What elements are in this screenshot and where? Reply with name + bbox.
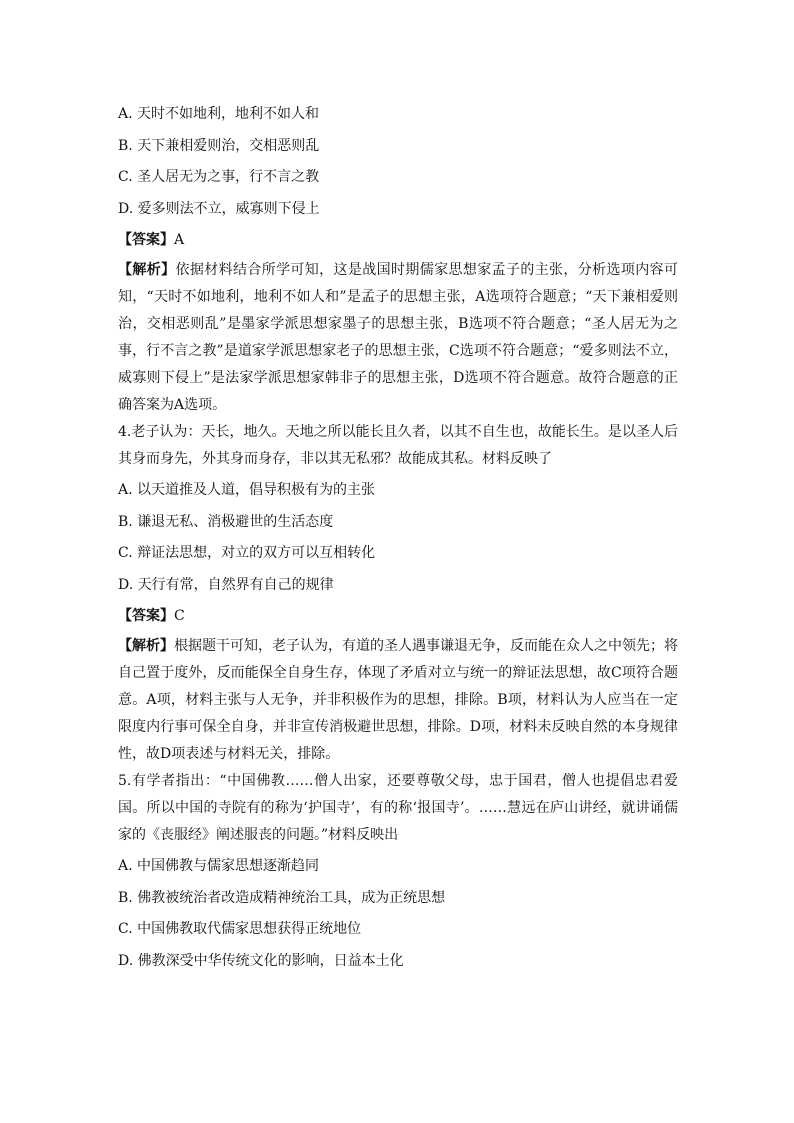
option-a: A. 天时不如地利，地利不如人和: [118, 106, 320, 122]
option-d: D. 天行有常，自然界有自己的规律: [118, 576, 334, 593]
option-a: A. 中国佛教与儒家思想逐渐趋同: [118, 858, 320, 874]
analysis-text: 根据题干可知，老子认为，有道的圣人遇事谦退无争，反而能在众人之中领先；将自己置于度外，反而能保全自身生存，体现了矛盾对立与统一的辩证法思想，故C项符合题意。A项，材料主张与人无争，并非积极作为的思想，排除。B项，材料认为人应当在一定限度内行事可保全自身，并非宣传消极避世思想，排除。D项，材料未反映自然的本身规律性，故D项表述与材料无关，排除。: [118, 638, 678, 762]
question-3-options: [118, 100, 678, 226]
exam-page: [118, 100, 678, 978]
option-b: B. 天下兼相爱则治，交相恶则乱: [118, 137, 320, 154]
option-c: C. 辩证法思想，对立的双方可以互相转化: [118, 545, 376, 561]
analysis-paragraph: [118, 257, 678, 419]
option-a: A. 以天道推及人道，倡导积极有为的主张: [118, 482, 376, 498]
answer-value: C: [174, 608, 185, 624]
answer-tag: 【答案】: [118, 608, 174, 624]
option-c: C. 圣人居无为之事，行不言之教: [118, 169, 320, 185]
analysis-text: 依据材料结合所学可知，这是战国时期儒家思想家孟子的主张，分析选项内容可知，“天时不如地利，地利不如人和”是孟子的思想主张，A选项符合题意；“天下兼相爱则治，交相恶则乱”是墨家学派思想家墨子的思想主张，B选项不符合题意；“圣人居无为之事，行不言之教”是道家学派思想家老子的思想主张，C选项不符合题意；“爱多则法不立，威寡则下侵上”是法家学派思想家韩非子的思想主张，D选项不符合题意。故符合题意的正确答案为A选项。: [118, 262, 679, 413]
option-d: D. 佛教深受中华传统文化的影响，日益本土化: [118, 952, 404, 969]
answer-value: A: [174, 232, 185, 248]
answer-tag: 【答案】: [118, 232, 174, 248]
question-5-stem: 5.有学者指出：“中国佛教……僧人出家，还要尊敬父母，忠于国君，僧人也提倡忠君爱国。所以中国的寺院有的称为‘护国寺’，有的称‘报国寺’。……慧远在庐山讲经，就讲诵儒家的《丧服经》阐述服丧的问题。”材料反映出: [118, 773, 678, 843]
analysis-paragraph: [118, 633, 678, 768]
option-b: B. 谦退无私、消极避世的生活态度: [118, 513, 334, 530]
question-4-stem: 4.老子认为：天长，地久。天地之所以能长且久者，以其不自生也，故能长生。是以圣人后其身而身先，外其身而身存，非以其无私邪？故能成其私。材料反映了: [118, 424, 678, 467]
analysis-tag: 【解析】: [118, 638, 174, 654]
question-4-options: [118, 476, 678, 602]
option-d: D. 爱多则法不立，威寡则下侵上: [118, 200, 320, 217]
option-c: C. 中国佛教取代儒家思想获得正统地位: [118, 921, 362, 937]
question-5-options: [118, 852, 678, 978]
answer-line: [118, 226, 678, 257]
option-b: B. 佛教被统治者改造成精神统治工具，成为正统思想: [118, 889, 446, 906]
answer-line: [118, 602, 678, 633]
analysis-tag: 【解析】: [118, 262, 176, 278]
